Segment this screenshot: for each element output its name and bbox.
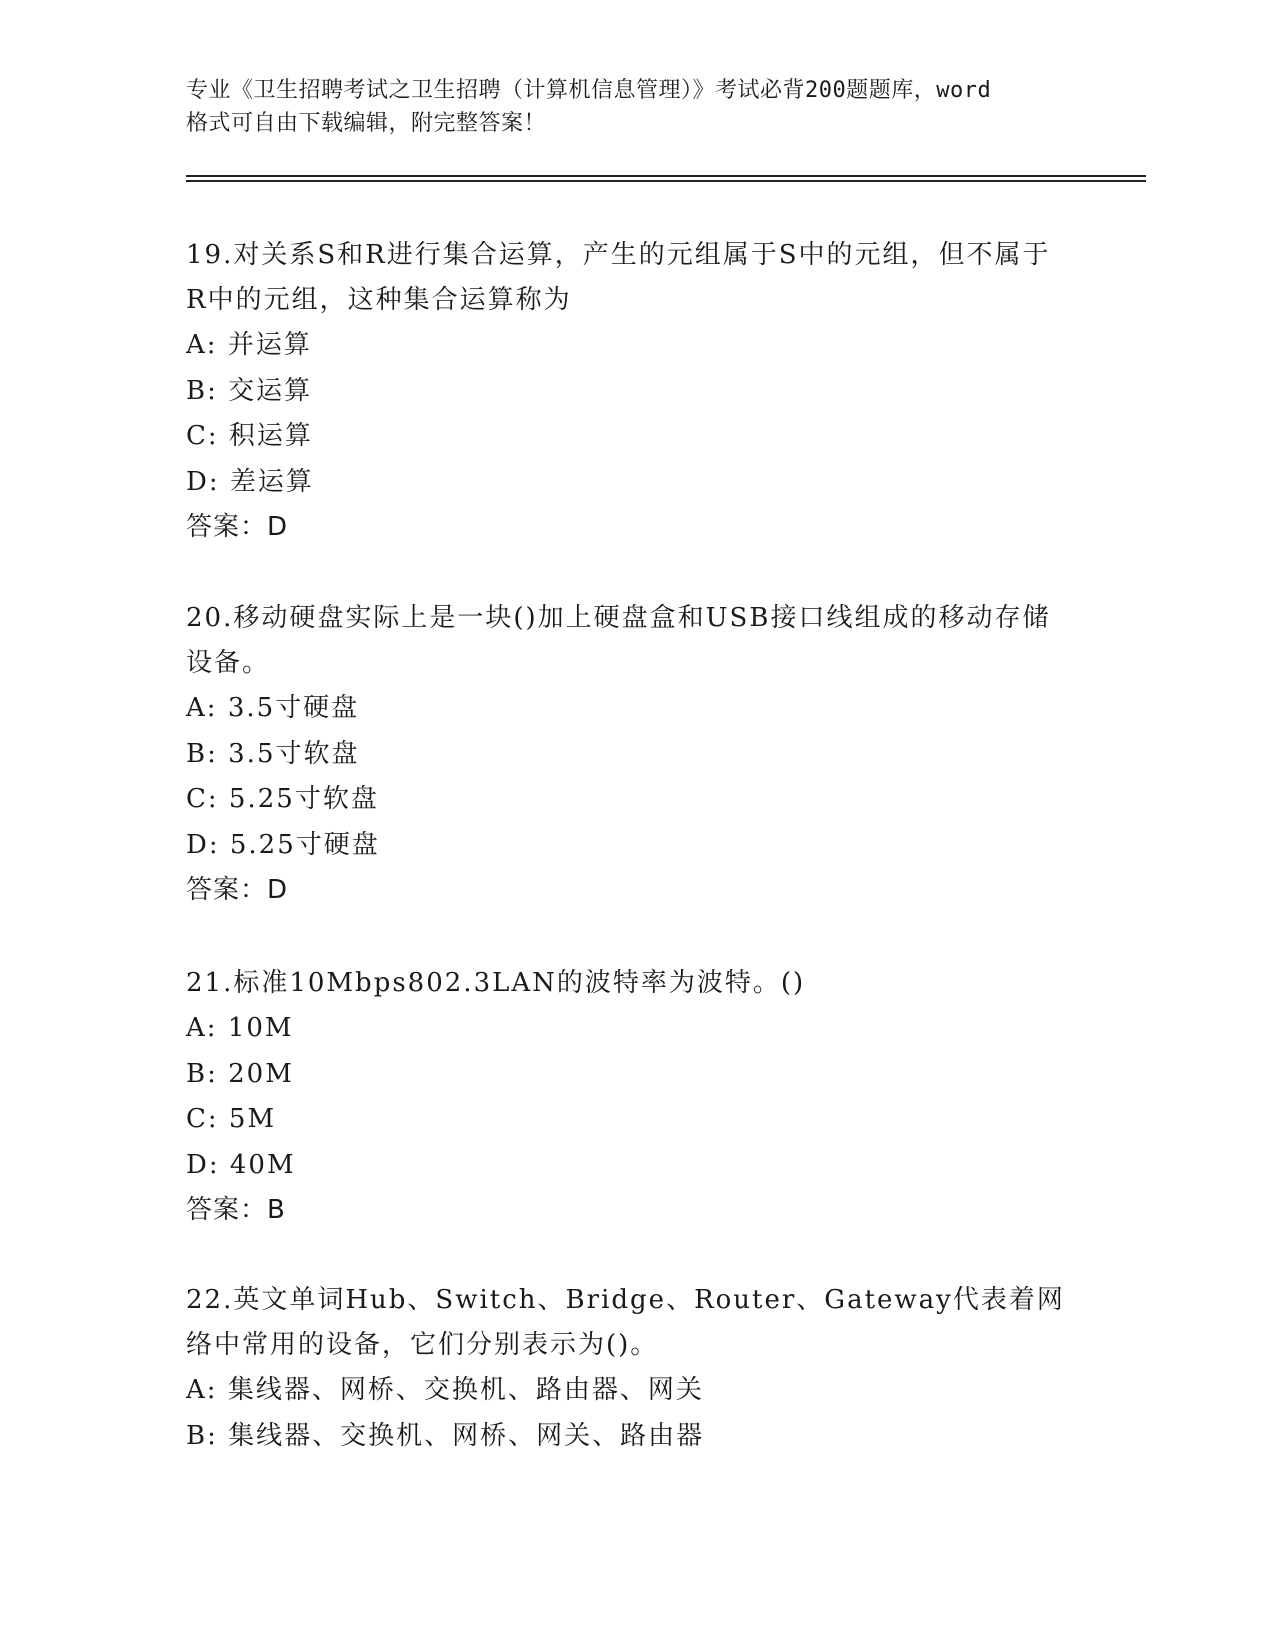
option-letter: D: [186, 829, 220, 860]
question-19 [186, 233, 1066, 550]
answer-label: 答案：D [186, 512, 289, 542]
option-letter: C: [186, 421, 219, 451]
option-a [186, 686, 1066, 732]
option-a [186, 1006, 1066, 1052]
option-letter: C: [186, 1104, 219, 1134]
option-letter: D: [186, 466, 220, 497]
option-text: 集线器、网桥、交换机、路由器、网关 [227, 1375, 704, 1405]
option-text: 集线器、交换机、网桥、网关、路由器 [228, 1420, 705, 1451]
question-text: 22.英文单词Hub、Switch、Bridge、Router、Gateway代表着网络中常用的设备，它们分别表示为()。 [186, 1285, 1065, 1360]
option-d [186, 1143, 1066, 1189]
option-letter: B: [186, 375, 218, 406]
option-c [186, 777, 1066, 823]
option-letter: C: [186, 784, 219, 814]
option-text: 3.5寸硬盘 [227, 693, 360, 723]
option-letter: D: [186, 1149, 220, 1180]
question-21 [186, 961, 1066, 1233]
option-d [186, 460, 1066, 506]
option-c [186, 414, 1066, 460]
option-b [186, 1414, 1066, 1460]
option-text: 交运算 [228, 375, 313, 406]
header-divider-bottom [186, 180, 1146, 182]
option-text: 积运算 [228, 421, 313, 451]
option-b [186, 369, 1066, 415]
document-header [186, 74, 1086, 140]
option-letter: B: [186, 1058, 218, 1089]
option-text: 5.25寸硬盘 [229, 829, 380, 860]
question-20 [186, 596, 1066, 913]
option-text: 10M [227, 1013, 294, 1043]
answer-label: 答案：D [186, 875, 289, 905]
option-text: 40M [229, 1149, 296, 1180]
question-text: 20.移动硬盘实际上是一块()加上硬盘盒和USB接口线组成的移动存储设备。 [186, 603, 1051, 678]
question-text: 19.对关系S和R进行集合运算，产生的元组属于S中的元组，但不属于R中的元组，这种集合运算称为 [186, 240, 1051, 315]
option-a [186, 1368, 1066, 1414]
option-d [186, 823, 1066, 869]
option-letter: A: [186, 1375, 218, 1405]
option-text: 5M [228, 1104, 277, 1134]
question-text: 21.标准10Mbps802.3LAN的波特率为波特。() [186, 968, 806, 998]
option-text: 20M [228, 1058, 294, 1089]
option-letter: B: [186, 738, 218, 769]
option-text: 差运算 [229, 466, 314, 497]
option-letter: A: [186, 1013, 218, 1043]
option-letter: A: [186, 330, 218, 360]
question-22 [186, 1278, 1066, 1459]
option-letter: B: [186, 1420, 218, 1451]
header-line-1: 专业《卫生招聘考试之卫生招聘（计算机信息管理）》考试必背200题题库，word [186, 78, 992, 103]
option-text: 并运算 [227, 330, 312, 360]
option-a [186, 323, 1066, 369]
option-c [186, 1097, 1066, 1143]
header-divider-top [186, 175, 1146, 177]
option-b [186, 1052, 1066, 1098]
option-letter: A: [186, 693, 218, 723]
header-line-2: 格式可自由下载编辑，附完整答案！ [186, 111, 547, 136]
option-text: 3.5寸软盘 [228, 738, 360, 769]
option-b [186, 732, 1066, 778]
answer-label: 答案：B [186, 1195, 286, 1225]
option-text: 5.25寸软盘 [228, 784, 379, 814]
